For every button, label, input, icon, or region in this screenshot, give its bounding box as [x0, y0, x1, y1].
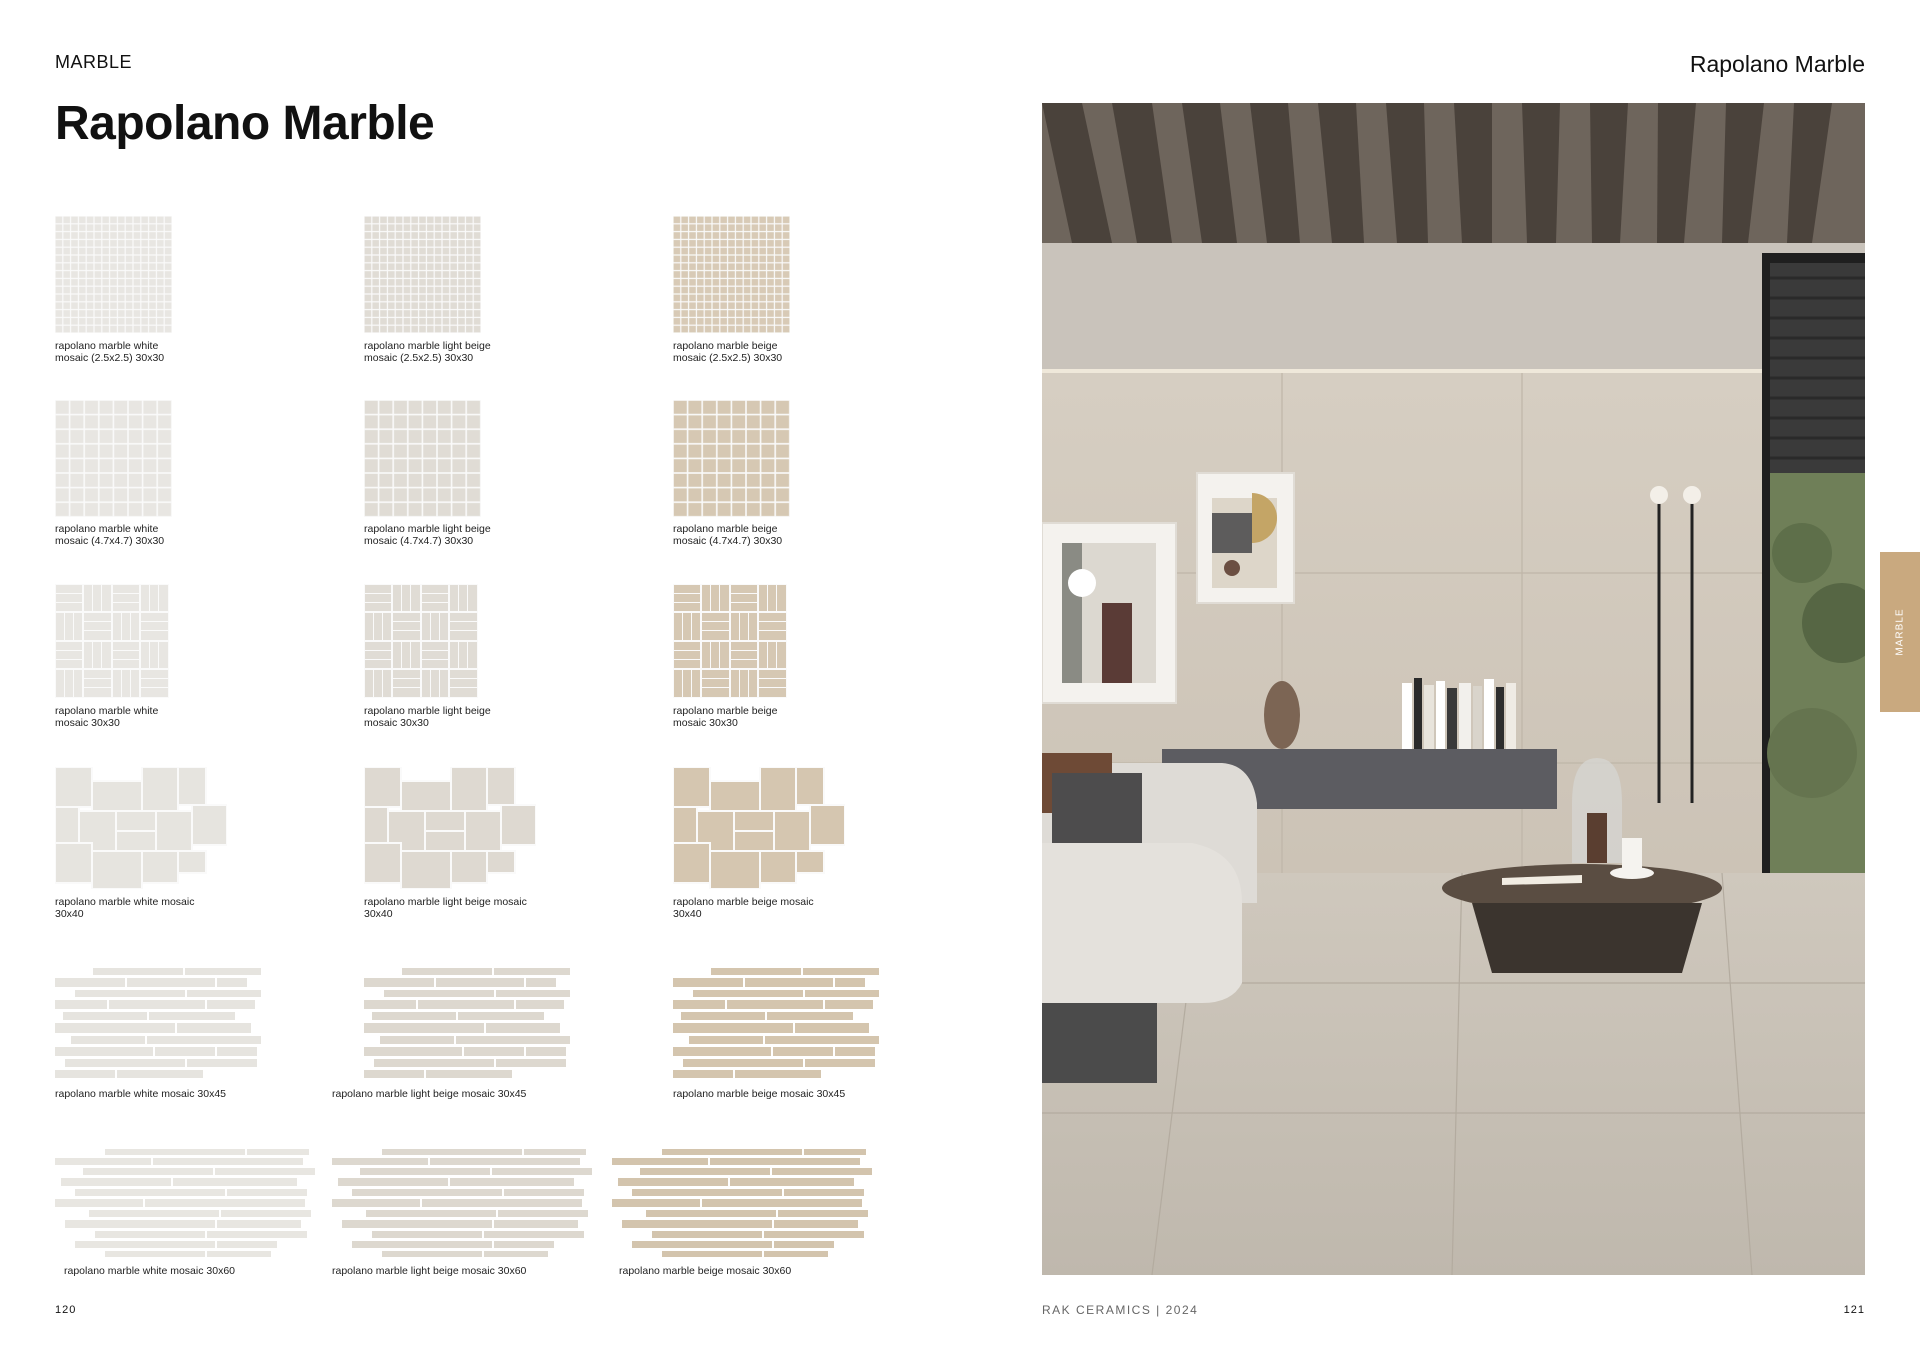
page-number-right: 121 — [1843, 1304, 1865, 1316]
tile-swatch-white-30x45 — [55, 968, 261, 1080]
footer-brand: RAK CERAMICS | 2024 — [1042, 1303, 1199, 1317]
tile-swatch-light-beige-4.7 — [364, 400, 481, 517]
tile-swatch-beige-4.7 — [673, 400, 790, 517]
product-caption: rapolano marble beige mosaic 30x40 — [673, 896, 814, 920]
product-caption: rapolano marble beige mosaic (2.5x2.5) 30x30 — [673, 340, 783, 364]
tile-swatch-white-2.5 — [55, 216, 172, 333]
tile-swatch-white-30x60 — [55, 1149, 315, 1259]
tile-swatch-white-4.7 — [55, 400, 172, 517]
tile-swatch-beige-2.5 — [673, 216, 790, 333]
page-title: Rapolano Marble — [55, 97, 435, 150]
running-title: Rapolano Marble — [1689, 51, 1865, 77]
interior-photo — [1042, 103, 1865, 1275]
product-caption: rapolano marble light beige mosaic 30x45 — [332, 1088, 527, 1100]
page-number-left: 120 — [55, 1304, 77, 1316]
tile-swatch-light-beige-30x60 — [332, 1149, 592, 1259]
tile-swatch-light-beige-basketweave — [364, 584, 478, 698]
product-caption: rapolano marble white mosaic 30x45 — [55, 1088, 227, 1100]
product-caption: rapolano marble light beige mosaic 30x40 — [364, 896, 527, 920]
product-caption: rapolano marble light beige mosaic (2.5x2.5) 30x30 — [364, 340, 491, 364]
tile-swatch-white-basketweave — [55, 584, 169, 698]
product-caption: rapolano marble light beige mosaic 30x60 — [332, 1265, 527, 1277]
tile-swatch-light-beige-30x45 — [364, 968, 570, 1080]
product-caption: rapolano marble light beige mosaic (4.7x4.7) 30x30 — [364, 523, 491, 547]
tile-swatch-light-beige-2.5 — [364, 216, 481, 333]
product-caption: rapolano marble beige mosaic 30x45 — [673, 1088, 846, 1100]
tile-swatch-beige-basketweave — [673, 584, 787, 698]
product-caption: rapolano marble beige mosaic 30x30 — [673, 705, 778, 729]
product-caption: rapolano marble beige mosaic (4.7x4.7) 30x30 — [673, 523, 783, 547]
product-caption: rapolano marble beige mosaic 30x60 — [619, 1265, 792, 1277]
product-caption: rapolano marble white mosaic 30x40 — [55, 896, 195, 920]
product-caption: rapolano marble light beige mosaic 30x30 — [364, 705, 491, 729]
tile-swatch-light-beige-30x40 — [364, 767, 536, 889]
product-caption: rapolano marble white mosaic 30x60 — [64, 1265, 236, 1277]
tile-swatch-white-30x40 — [55, 767, 227, 889]
section-tab: MARBLE — [1880, 552, 1920, 712]
tile-swatch-beige-30x45 — [673, 968, 879, 1080]
product-caption: rapolano marble white mosaic (4.7x4.7) 30x30 — [55, 523, 165, 547]
section-label: MARBLE — [55, 52, 133, 72]
product-caption: rapolano marble white mosaic (2.5x2.5) 30x30 — [55, 340, 165, 364]
tile-swatch-beige-30x60 — [612, 1149, 872, 1259]
tile-swatch-beige-30x40 — [673, 767, 845, 889]
product-caption: rapolano marble white mosaic 30x30 — [55, 705, 159, 729]
